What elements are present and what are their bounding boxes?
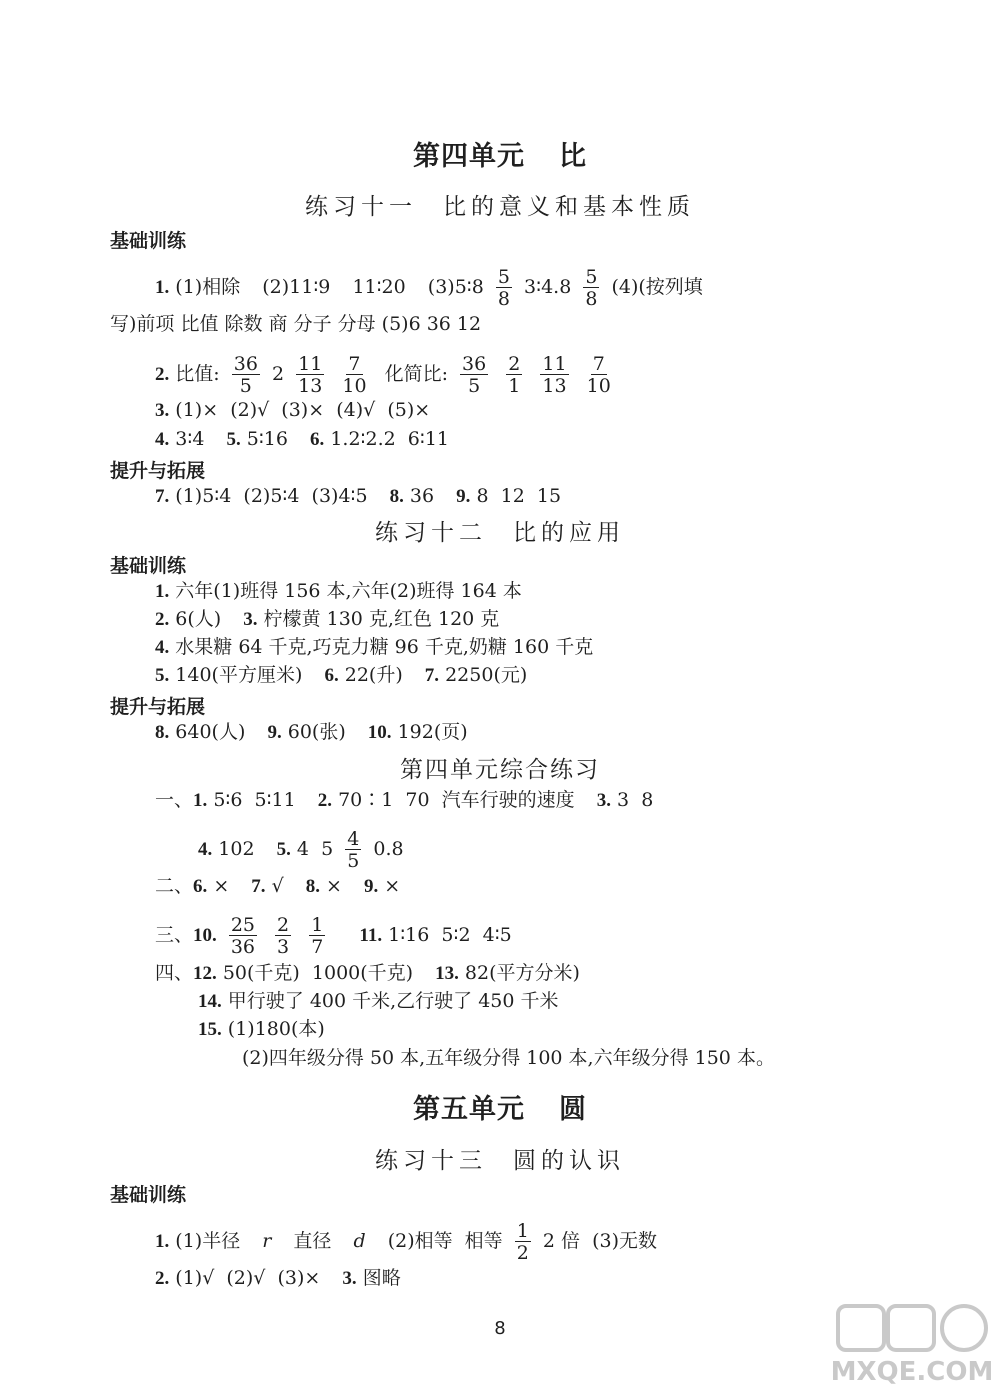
question-number: 7. <box>424 665 440 686</box>
ex11-answer-2 <box>155 355 617 395</box>
question-number: 4. <box>155 637 170 658</box>
fraction <box>345 830 361 870</box>
review4-title: 第四单元综合练习 <box>400 757 600 783</box>
numerator: 2 <box>277 914 290 936</box>
part-label: 三、 <box>155 924 194 946</box>
answer-text: 102 <box>218 838 255 860</box>
part-label: 四、 <box>155 962 194 984</box>
answer-text: 82(平方分米) <box>464 962 580 984</box>
fraction <box>296 355 324 395</box>
question-number: 8. <box>305 876 320 897</box>
ex11-answer-1-cont: 写)前项 比值 除数 商 分子 分母 (5)6 36 12 <box>110 313 482 335</box>
question-number: 3. <box>596 790 611 811</box>
diameter-symbol: d <box>353 1230 366 1252</box>
watermark-logo <box>816 1300 996 1386</box>
question-number: 9. <box>456 486 471 507</box>
numerator: 7 <box>592 353 605 375</box>
ex11-title-topic: 比的意义和基本性质 <box>443 194 695 220</box>
numerator: 11 <box>542 353 567 375</box>
denominator: 8 <box>497 288 510 310</box>
ex13-title-topic: 圆的认识 <box>513 1148 625 1174</box>
question-number: 6. <box>324 665 339 686</box>
question-number: 14. <box>198 991 222 1012</box>
unit5-title-topic: 圆 <box>559 1094 587 1125</box>
review4-answer-15-sub: (2)四年级分得 50 本,五年级分得 100 本,六年级分得 150 本。 <box>242 1047 775 1069</box>
unit4-title <box>0 134 1000 173</box>
answer-text: 3∶4.8 <box>524 276 572 298</box>
question-number: 2. <box>155 364 170 385</box>
answer-text: 柠檬黄 130 克,红色 120 克 <box>263 608 500 630</box>
numerator: 2 <box>508 353 521 375</box>
question-number: 3. <box>342 1268 357 1289</box>
answer-text: (3)5∶8 <box>427 276 484 298</box>
denominator: 8 <box>585 288 598 310</box>
numerator: 25 <box>230 914 255 936</box>
denominator: 10 <box>342 375 367 397</box>
answer-text: 50(千克) 1000(千克) <box>222 962 414 984</box>
answer-text: 3∶4 <box>175 428 205 450</box>
question-number: 6. <box>193 876 208 897</box>
review4-part2 <box>155 874 400 899</box>
question-number: 8. <box>389 486 404 507</box>
numerator: 1 <box>516 1220 529 1242</box>
fraction <box>506 355 522 395</box>
unit4-title-main: 第四单元 <box>413 141 525 172</box>
ex12-answer-1 <box>155 579 522 604</box>
ex13-answer-1 <box>155 1222 657 1262</box>
denominator: 5 <box>239 375 252 397</box>
answer-text: 22(升) <box>344 664 403 686</box>
review4-answer-14 <box>198 989 559 1014</box>
answer-text: (1)相除 <box>175 276 241 298</box>
question-number: 4. <box>198 839 213 860</box>
numerator: 4 <box>347 828 360 850</box>
answer-text: (1)180(本) <box>227 1018 325 1040</box>
ex13-answer-2-3 <box>155 1266 401 1291</box>
numerator: 5 <box>497 266 510 288</box>
question-number: 5. <box>155 665 170 686</box>
ex13-title <box>0 1142 1000 1175</box>
answer-text: √ <box>271 875 284 897</box>
numerator: 11 <box>298 353 323 375</box>
fraction <box>232 355 260 395</box>
denominator: 13 <box>542 375 567 397</box>
answer-text: 2250(元) <box>445 664 528 686</box>
ex11-answer-3 <box>155 398 430 423</box>
answer-text: 5∶6 5∶11 <box>213 789 296 811</box>
fraction <box>496 268 512 308</box>
unit4-title-topic: 比 <box>559 141 587 172</box>
denominator: 3 <box>277 936 290 958</box>
answer-text: 六年(1)班得 156 本,六年(2)班得 164 本 <box>175 580 522 602</box>
answer-text: 4 5 <box>296 838 334 860</box>
ex12-answer-4 <box>155 635 593 660</box>
denominator: 36 <box>230 936 255 958</box>
part-label: 二、 <box>155 875 194 897</box>
question-number: 4. <box>155 429 170 450</box>
ex12-title-topic: 比的应用 <box>513 520 625 546</box>
watermark-text: MXQE.COM <box>830 1357 994 1386</box>
question-number: 1. <box>155 1231 170 1252</box>
denominator: 2 <box>516 1242 529 1264</box>
answer-text: 11∶20 <box>352 276 406 298</box>
review4-part1-line1 <box>155 788 653 813</box>
answer-text: (1)× (2)√ (3)× (4)√ (5)× <box>175 399 431 421</box>
ex11-answer-4-6 <box>155 427 449 452</box>
question-number: 2. <box>155 1268 170 1289</box>
numerator: 7 <box>348 353 361 375</box>
question-number: 1. <box>155 581 170 602</box>
review4-part1-line2 <box>198 830 404 870</box>
review4-answer-15 <box>198 1017 325 1042</box>
fraction <box>342 355 366 395</box>
answer-text: × <box>213 875 230 897</box>
numerator: 36 <box>233 353 258 375</box>
denominator: 7 <box>311 936 324 958</box>
fraction <box>275 916 291 956</box>
denominator: 13 <box>298 375 323 397</box>
answer-text: (1)半径 <box>175 1230 241 1252</box>
denominator: 1 <box>508 375 521 397</box>
numerator: 1 <box>311 914 324 936</box>
answer-text: × <box>326 875 342 897</box>
question-number: 15. <box>198 1019 222 1040</box>
answer-text: 8 12 15 <box>476 485 562 507</box>
part-label: 一、 <box>155 789 194 811</box>
answer-text: 0.8 <box>373 838 404 860</box>
question-number: 2. <box>317 790 333 811</box>
ex12-answer-5-7 <box>155 663 527 688</box>
answer-text: 36 <box>409 485 435 507</box>
ex13-title-num: 练习十三 <box>375 1148 487 1174</box>
question-number: 12. <box>193 963 217 984</box>
fraction <box>583 268 599 308</box>
denominator: 10 <box>586 375 611 397</box>
review4-part3 <box>155 916 512 956</box>
denominator: 5 <box>468 375 481 397</box>
fraction <box>540 355 568 395</box>
ex11-section-extension: 提升与拓展 <box>110 460 206 482</box>
question-number: 5. <box>226 429 241 450</box>
question-number: 1. <box>155 277 170 298</box>
question-number: 9. <box>267 722 282 743</box>
answer-text: (2)相等 相等 <box>387 1230 503 1252</box>
question-number: 3. <box>243 609 258 630</box>
ex12-section-basic: 基础训练 <box>110 555 187 577</box>
answer-text: 70∶1 70 汽车行驶的速度 <box>338 789 575 811</box>
fraction <box>229 916 257 956</box>
fraction <box>460 355 488 395</box>
ex12-title <box>0 514 1000 547</box>
answer-text: 图略 <box>362 1267 401 1289</box>
ex11-answer-1 <box>155 268 703 308</box>
question-number: 7. <box>155 486 170 507</box>
answer-text: (4)(按列填 <box>611 276 703 298</box>
answer-text: 140(平方厘米) <box>175 664 303 686</box>
fraction <box>587 355 611 395</box>
review4-part4-line1 <box>155 961 580 986</box>
answer-text: 1.2∶2.2 6∶11 <box>330 428 449 450</box>
answer-text: 2 倍 (3)无数 <box>542 1230 657 1252</box>
label: 化简比: <box>384 363 448 385</box>
ex11-title <box>0 188 1000 221</box>
ex11-section-basic: 基础训练 <box>110 230 187 252</box>
answer-text: (1)5∶4 (2)5∶4 (3)4∶5 <box>175 485 368 507</box>
page-number: 8 <box>494 1318 506 1339</box>
answer-text: 5∶16 <box>246 428 288 450</box>
label: 比值: <box>175 363 220 385</box>
answer-text: 1∶16 5∶2 4∶5 <box>388 924 512 946</box>
question-number: 10. <box>193 925 217 946</box>
answer-text: 6(人) <box>175 608 222 630</box>
numerator: 36 <box>462 353 487 375</box>
question-number: 7. <box>251 876 266 897</box>
answer-text: 3 8 <box>617 789 654 811</box>
question-number: 1. <box>193 790 208 811</box>
ex12-title-num: 练习十二 <box>375 520 487 546</box>
answer-text: 水果糖 64 千克,巧克力糖 96 千克,奶糖 160 千克 <box>175 636 594 658</box>
question-number: 10. <box>367 722 392 743</box>
answer-text: (2)11∶9 <box>262 276 331 298</box>
question-number: 3. <box>155 400 170 421</box>
ex11-answer-7-9 <box>155 484 561 509</box>
unit5-title-main: 第五单元 <box>413 1094 525 1125</box>
question-number: 5. <box>276 839 291 860</box>
answer-text: 直径 <box>293 1230 332 1252</box>
question-number: 8. <box>155 722 170 743</box>
answer-text: × <box>384 875 401 897</box>
question-number: 13. <box>435 963 459 984</box>
answer-text: 192(页) <box>397 721 468 743</box>
denominator: 5 <box>347 850 360 872</box>
answer-text: 2 <box>271 363 285 385</box>
question-number: 6. <box>310 429 325 450</box>
ex13-section-basic: 基础训练 <box>110 1184 187 1206</box>
answer-text: 甲行驶了 400 千米,乙行驶了 450 千米 <box>227 990 559 1012</box>
ex12-section-extension: 提升与拓展 <box>110 696 206 718</box>
question-number: 2. <box>155 609 170 630</box>
unit5-title <box>0 1087 1000 1126</box>
question-number: 11. <box>359 925 383 946</box>
answer-text: 640(人) <box>175 721 246 743</box>
question-number: 9. <box>364 876 379 897</box>
ex11-title-num: 练习十一 <box>305 194 417 220</box>
fraction <box>309 916 325 956</box>
answer-text: (1)√ (2)√ (3)× <box>175 1267 321 1289</box>
fraction <box>515 1222 531 1262</box>
answer-text: 60(张) <box>287 721 346 743</box>
ex12-answer-8-10 <box>155 720 468 745</box>
radius-symbol: r <box>262 1230 272 1252</box>
numerator: 5 <box>585 266 598 288</box>
ex12-answer-2-3 <box>155 607 499 632</box>
